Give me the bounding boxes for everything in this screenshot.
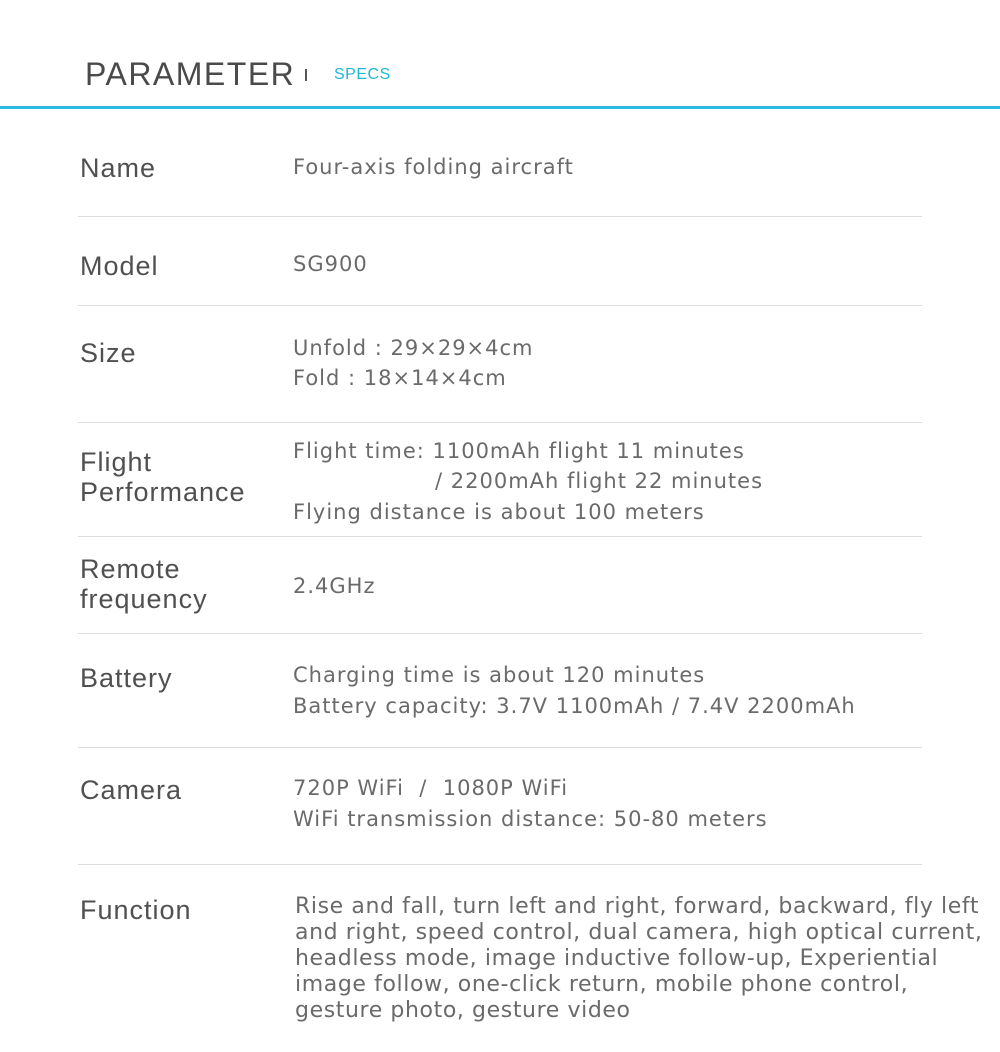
spec-value-battery-capacity: Battery capacity: 3.7V 1100mAh / 7.4V 2200mAh [293, 694, 856, 718]
divider [78, 305, 922, 306]
spec-value-wifi-distance: WiFi transmission distance: 50-80 meters [293, 807, 768, 831]
spec-value-charging-time: Charging time is about 120 minutes [293, 663, 706, 687]
divider [78, 747, 922, 748]
spec-value-function: Rise and fall, turn left and right, forward, backward, fly left and right, speed control, dual camera, high optical current, headless mode, image inductive follow-up, Experiential image follow, one-click return, mobile phone control, gesture photo, gesture video [295, 894, 983, 1023]
spec-value-flying-distance: Flying distance is about 100 meters [293, 500, 705, 524]
spec-label-remote-frequency-line2: frequency [80, 584, 208, 614]
spec-label-model: Model [80, 251, 159, 281]
spec-label-camera: Camera [80, 775, 183, 805]
page-subtitle: SPECS [334, 66, 391, 83]
divider [78, 633, 922, 634]
spec-value-camera-resolution: 720P WiFi / 1080P WiFi [293, 776, 569, 800]
page-header [0, 0, 1000, 110]
spec-label-name: Name [80, 153, 157, 183]
spec-value-size-fold: Fold : 18×14×4cm [293, 366, 507, 390]
spec-label-function: Function [80, 895, 192, 925]
spec-value-size-unfold: Unfold : 29×29×4cm [293, 336, 534, 360]
spec-label-battery: Battery [80, 663, 173, 693]
spec-label-size: Size [80, 338, 137, 368]
spec-value-remote-frequency: 2.4GHz [293, 574, 376, 598]
divider [78, 536, 922, 537]
divider [78, 422, 922, 423]
spec-value-model: SG900 [293, 252, 368, 276]
spec-value-flight-time: Flight time: 1100mAh flight 11 minutes [293, 439, 745, 463]
spec-label-flight-performance-line1: Flight [80, 447, 153, 477]
divider [78, 864, 922, 865]
divider [78, 216, 922, 217]
spec-label-remote-frequency-line1: Remote [80, 554, 181, 584]
title-separator [305, 69, 307, 81]
spec-value-flight-time-alt: / 2200mAh flight 22 minutes [435, 469, 764, 493]
spec-label-flight-performance-line2: Performance [80, 477, 246, 507]
page-title: PARAMETER [85, 56, 296, 92]
header-rule [0, 106, 1000, 109]
spec-value-name: Four-axis folding aircraft [293, 155, 574, 179]
